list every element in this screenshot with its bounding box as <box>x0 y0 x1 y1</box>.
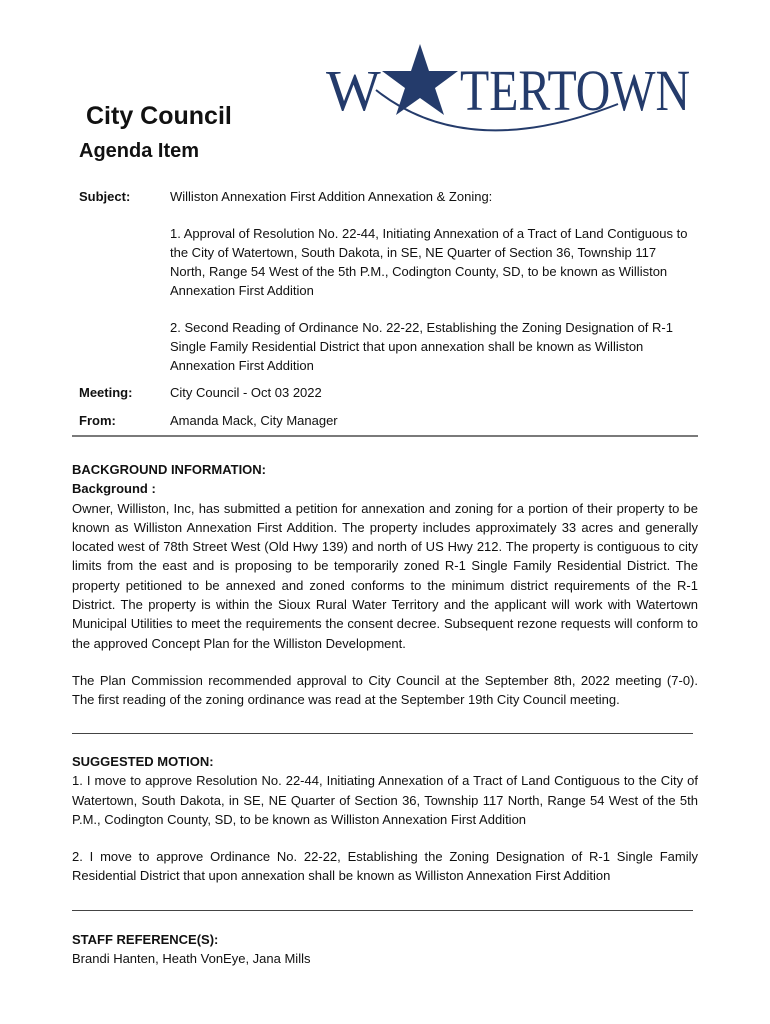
logo-letter-w: W <box>326 58 381 123</box>
subject-item-2: 2. Second Reading of Ordinance No. 22-22, Establishing the Zoning Designation of R-1 Single Family Residential District that upon annexation shall be known as Williston Annexation First Addition <box>170 320 673 373</box>
subject-title: Williston Annexation First Addition Annexation & Zoning: <box>170 189 493 204</box>
watertown-logo <box>318 38 698 138</box>
motion-heading: SUGGESTED MOTION: <box>72 754 214 769</box>
motion-item-1: 1. I move to approve Resolution No. 22-44, Initiating Annexation of a Tract of Land Contiguous to the City of Watertown, South Dakota, in SE, NE Quarter of Section 36, Township 117 North, Range 54 West of the 5th P.M., Codington County, SD, to be known as Williston Annexation First Addition <box>72 773 698 827</box>
background-paragraph-1: Owner, Williston, Inc, has submitted a petition for annexation and zoning for a portion of their property to be known as Williston Annexation First Addition. The property includes approximately 33 acres and generally located west of 78th Street West (Old Hwy 139) and north of US Hwy 212. The property is contiguous to city limits from the east and is proposing to be temporarily zoned R-1 Single Family Residential District. The property petitioned to be annexed and zoned conforms to the minimum district requirements of the R-1 District. The property is within the Sioux Rural Water Territory and the applicant will work with Watertown Municipal Utilities to meet the requirements the consent decree. Subsequent rezone requests will conform to the approved Concept Plan for the Williston Development. <box>72 500 698 651</box>
from-value: Amanda Mack, City Manager <box>170 413 338 428</box>
subject-label: Subject: <box>79 189 131 204</box>
staff-names: Brandi Hanten, Heath VonEye, Jana Mills <box>72 951 311 967</box>
background-section <box>72 460 698 710</box>
staff-section <box>72 930 698 969</box>
from-label: From: <box>79 413 116 428</box>
staff-heading: STAFF REFERENCE(S): <box>72 932 219 947</box>
background-heading: BACKGROUND INFORMATION: <box>72 462 267 477</box>
meeting-label: Meeting: <box>79 385 133 400</box>
motion-item-2: 2. I move to approve Ordinance No. 22-22, Establishing the Zoning Designation of R-1 Single Family Residential District that upon annexation shall be known as Williston Annexation First Addition <box>72 849 698 884</box>
subject-value <box>170 187 690 375</box>
header-divider <box>72 435 698 437</box>
page-title: City Council <box>86 102 232 130</box>
meeting-value: City Council - Oct 03 2022 <box>170 385 322 400</box>
background-divider <box>72 733 693 734</box>
logo-text: TERTOWN <box>460 58 690 123</box>
background-paragraph-2: The Plan Commission recommended approval to City Council at the September 8th, 2022 meeting (7-0). The first reading of the zoning ordinance was read at the September 19th City Council meeting. <box>72 672 698 708</box>
page-subtitle: Agenda Item <box>79 140 200 162</box>
background-subheading: Background : <box>72 481 156 497</box>
subject-item-1: 1. Approval of Resolution No. 22-44, Initiating Annexation of a Tract of Land Contiguous to the City of Watertown, South Dakota, in SE, NE Quarter of Section 36, Township 117 North, Range 54 West of the 5th P.M., Codington County, SD, to be known as Williston Annexation First Addition <box>170 226 688 298</box>
star-icon <box>382 44 458 115</box>
motion-section <box>72 752 698 886</box>
motion-divider <box>72 910 693 911</box>
